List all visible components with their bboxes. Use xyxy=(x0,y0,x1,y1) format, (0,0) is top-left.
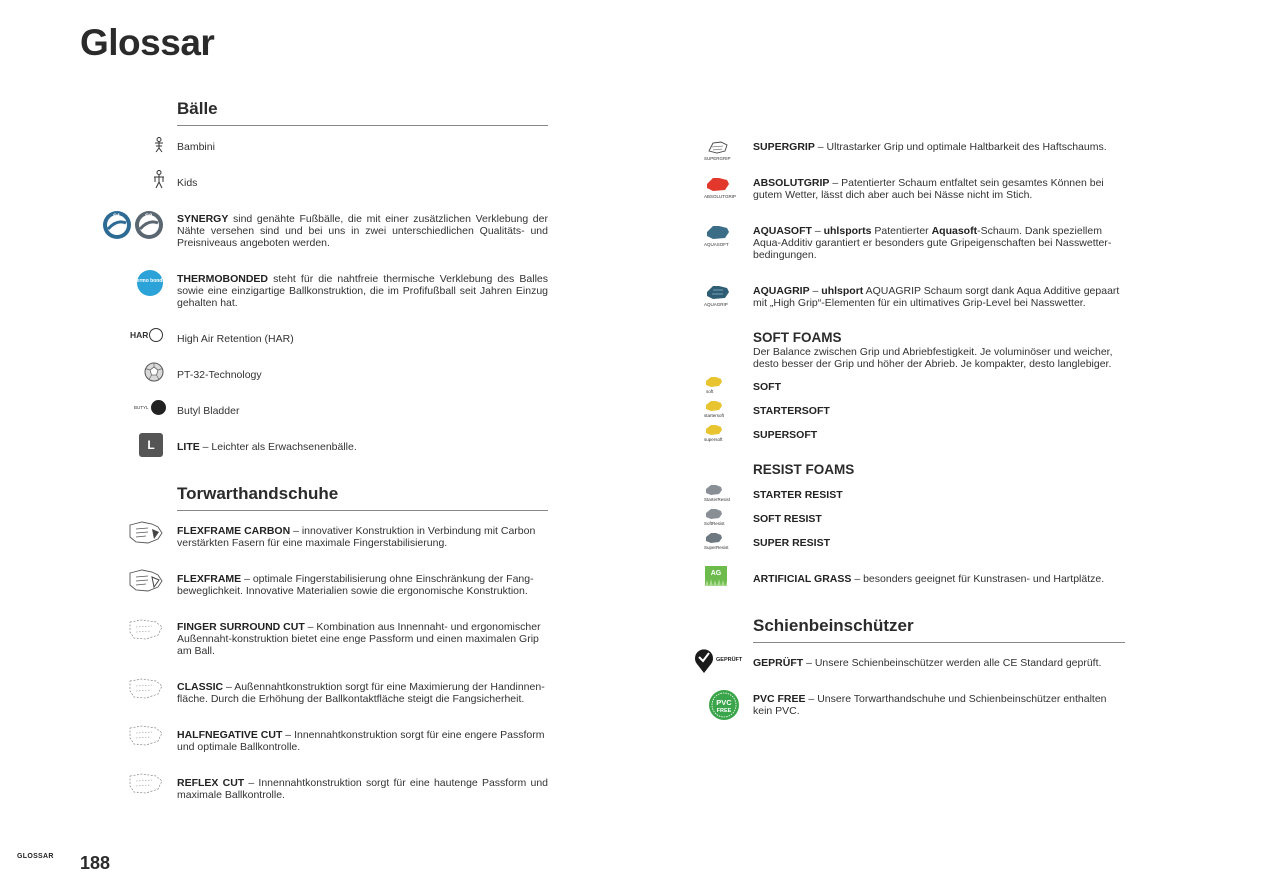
artificial-grass-icon-label: AG xyxy=(710,570,722,577)
soft-resist-hand-icon xyxy=(703,507,733,527)
gepruft-badge-icon xyxy=(693,646,742,674)
lite-badge-icon: L xyxy=(139,433,163,457)
glove-item-flexframe-carbon: FLEXFRAME CARBON – innovativer Konstruktion in Verbindung mit Carbon verstärkten Fasern für eine maximale Fingerstabilisierung. xyxy=(177,525,536,549)
ball-item-butyl: Butyl Bladder xyxy=(177,405,240,417)
ball-item-pt32: PT-32-Technology xyxy=(177,369,262,381)
soft-resist-icon-label: SoftResist xyxy=(704,521,725,526)
foam-item-absolutgrip: ABSOLUTGRIP – Patentierter Schaum entfaltet sein gesamtes Können bei gutem Wetter, lässt dich aber auch bei Nässe nicht im Stich. xyxy=(753,177,1104,201)
page-title: Glossar xyxy=(80,22,215,63)
soft-foam-supersoft: SUPERSOFT xyxy=(753,429,818,441)
ball-item-har: High Air Retention (HAR) xyxy=(177,333,294,345)
gepruft-badge-label: GEPRÜFT xyxy=(716,657,743,663)
foam-item-supergrip: SUPERGRIP – Ultrastarker Grip und optimale Haltbarkeit des Haftschaums. xyxy=(753,141,1107,153)
section-heading-balls: Bälle xyxy=(177,99,548,126)
supergrip-icon xyxy=(703,139,739,163)
section-heading-gloves: Torwarthandschuhe xyxy=(177,484,548,511)
shin-guard-item-pvc-free: PVC FREE – Unsere Torwarthandschuhe und Schienbeinschützer enthalten kein PVC. xyxy=(753,693,1107,717)
halfnegative-cut-glove-icon xyxy=(128,723,166,749)
footer-label: GLOSSAR xyxy=(17,853,54,860)
har-icon: HAR xyxy=(130,328,163,342)
startersoft-icon-label: startersoft xyxy=(704,413,725,418)
super-resist-icon-label: SuperResist xyxy=(704,545,729,550)
ball-item-bambini: Bambini xyxy=(177,141,215,153)
synergy-badge-1-label: S1 xyxy=(113,214,121,220)
absolutgrip-icon-label: ABSOLUTGRIP xyxy=(704,194,737,199)
resist-foams-heading: RESIST FOAMS xyxy=(753,462,855,477)
ball-item-thermobonded: THERMOBONDED steht für die nahtfreie thermische Verklebung des Balles sowie eine einzigartige Ballkonstruktion, die im Profifußball seit Jahren Einzug gehalten hat. xyxy=(177,273,548,309)
artificial-grass-item: ARTIFICIAL GRASS – besonders geeignet für Kunstrasen- und Hartplätze. xyxy=(753,573,1105,585)
aquasoft-hand-icon xyxy=(703,222,743,248)
startersoft-hand-icon xyxy=(703,399,733,419)
pvc-free-badge-label-2: FREE xyxy=(716,708,732,714)
bambini-figure-icon xyxy=(152,137,166,153)
supersoft-hand-icon xyxy=(703,423,733,443)
butyl-bladder-icon: BUTYL xyxy=(134,400,166,415)
glove-item-flexframe: FLEXFRAME – optimale Fingerstabilisierung ohne Einschränkung der Fang-beweglichkeit. Innovative Materialien sowie die ergonomische Konstruktion. xyxy=(177,573,534,597)
thermobonded-badge-label: thermo bonded xyxy=(131,278,169,284)
section-heading-shin-guards: Schienbeinschützer xyxy=(753,616,1125,643)
pvc-free-badge-label-1: PVC xyxy=(716,698,732,707)
absolutgrip-hand-icon xyxy=(703,174,743,200)
glove-item-classic: CLASSIC – Außennahtkonstruktion sorgt für eine Maximierung der Handinnen-fläche. Durch die Erhöhung der Ballkontaktfläche steigt die Fangsicherheit. xyxy=(177,681,545,705)
glove-item-reflex-cut: REFLEX CUT – Innennahtkonstruktion sorgt für eine hautenge Passform und maximale Ballkontrolle. xyxy=(177,777,549,801)
aquagrip-icon-label: AQUAGRIP xyxy=(704,302,728,307)
supergrip-icon-label: SUPERGRIP xyxy=(704,156,731,161)
resist-foam-starter-resist: STARTER RESIST xyxy=(753,489,843,501)
resist-foam-soft-resist: SOFT RESIST xyxy=(753,513,822,525)
soft-icon-label: soft xyxy=(706,389,714,394)
finger-surround-cut-glove-icon xyxy=(128,617,166,643)
resist-foam-super-resist: SUPER RESIST xyxy=(753,537,831,549)
aquagrip-hand-icon xyxy=(703,282,743,308)
shin-guard-item-gepruft: GEPRÜFT – Unsere Schienbeinschützer werden alle CE Standard geprüft. xyxy=(753,657,1102,669)
starter-resist-hand-icon xyxy=(703,483,733,503)
soft-foams-description: Der Balance zwischen Grip und Abriebfestigkeit. Je voluminöser und weicher, desto besser der Grip und höher der Abrieb. Je kompakter, desto langlebiger. xyxy=(753,346,1113,370)
soft-hand-icon xyxy=(703,375,733,395)
page-number: 188 xyxy=(80,853,111,873)
classic-glove-icon xyxy=(128,676,166,702)
foam-item-aquagrip: AQUAGRIP – uhlsport AQUAGRIP Schaum sorgt dank Aqua Additive gepaart mit „High Grip“-Elementen für ein ultimatives Grip-Level bei Nasswetter. xyxy=(753,285,1120,309)
glove-item-finger-surround-cut: FINGER SURROUND CUT – Kombination aus Innennaht- und ergonomischer Außennaht-konstruktion bietet eine enge Passform und einen maximalen Grip am Ball. xyxy=(177,621,541,657)
super-resist-hand-icon xyxy=(703,531,733,551)
ball-item-synergy: SYNERGY sind genähte Fußbälle, die mit einer zusätzlichen Verklebung der Nähte versehen sind und bei uns in zwei unterschiedlichen Qualitäts- und Preisniveaus angeboten werden. xyxy=(177,213,548,249)
flexframe-glove-icon xyxy=(128,567,166,595)
foam-item-aquasoft: AQUASOFT – uhlsports Patentierter Aquasoft-Schaum. Dank speziellem Aqua-Additiv garantiert er besonders gute Gripeigenschaften bei Nasswetter-bedingungen. xyxy=(753,225,1112,261)
pt32-ball-icon xyxy=(144,362,164,382)
soft-foam-startersoft: STARTERSOFT xyxy=(753,405,830,417)
synergy-badges-icon xyxy=(101,209,165,241)
pvc-free-badge-icon xyxy=(708,689,740,721)
ball-item-lite: LITE – Leichter als Erwachsenenbälle. xyxy=(177,441,357,453)
aquasoft-icon-label: AQUASOFT xyxy=(704,242,729,247)
starter-resist-icon-label: StarterResist xyxy=(704,497,731,502)
ball-item-kids: Kids xyxy=(177,177,198,189)
thermobonded-badge-icon xyxy=(131,269,169,297)
synergy-badge-2-label: S8 xyxy=(145,214,153,220)
artificial-grass-icon xyxy=(705,566,727,586)
reflex-cut-glove-icon xyxy=(128,771,166,797)
soft-foam-soft: SOFT xyxy=(753,381,781,393)
supersoft-icon-label: supersoft xyxy=(704,437,723,442)
kids-figure-icon xyxy=(152,170,166,189)
glove-item-halfnegative-cut: HALFNEGATIVE CUT – Innennahtkonstruktion sorgt für eine engere Passform und optimale Ballkontrolle. xyxy=(177,729,545,753)
flexframe-carbon-glove-icon xyxy=(128,519,166,547)
soft-foams-heading: SOFT FOAMS xyxy=(753,330,842,345)
